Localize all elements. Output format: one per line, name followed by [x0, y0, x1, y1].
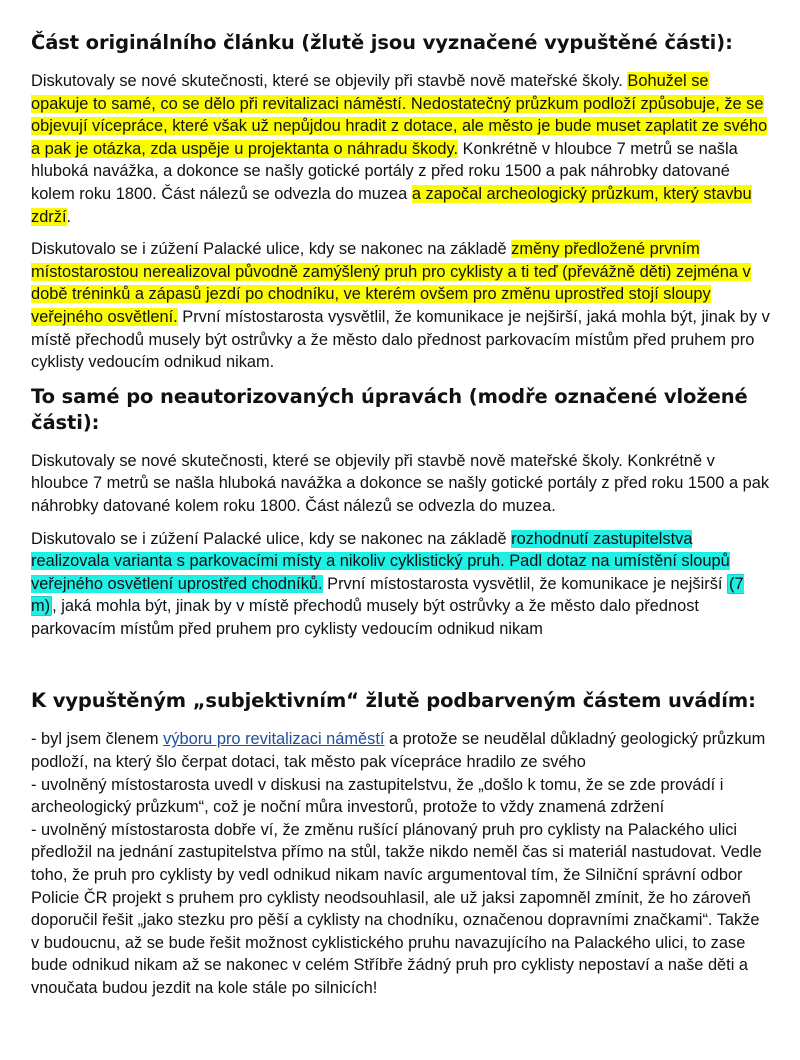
edited-paragraph-2 [31, 528, 770, 641]
text-run: První místostarosta vysvětlil, že komunikace je nejširší [322, 574, 728, 593]
response-bullet-2: - uvolněný místostarosta uvedl v diskusi na zastupitelstvu, že „došlo k tomu, že se zde provádí i archeologický průzkum“, což je noční můra investorů, protože to vždy znamená zdržení [31, 775, 724, 817]
text-run: Diskutovalo se i zúžení Palacké ulice, kdy se nakonec na základě [31, 240, 512, 259]
text-run: Konkrétně v hloubce 7 metrů se našla hluboká navážka, a dokonce se našly gotické portály z před roku 1500 a pak náhrobky datované kolem roku 1800. Část nálezů se odvezla do muzea [31, 139, 738, 203]
cyan-highlight-inserted-width: (7 m) [31, 574, 744, 616]
text-run: Diskutovalo se i zúžení Palacké ulice, kdy se nakonec na základě [31, 529, 512, 548]
text-run: a protože se neudělal důkladný geologický průzkum podloží, na který šlo čerpat dotaci, tak město pak vícepráce hradilo ze svého [31, 730, 766, 772]
original-paragraph-2 [31, 238, 770, 374]
response-bullet-3: - uvolněný místostarosta dobře ví, že změnu rušící plánovaný pruh pro cyklisty na Palackého ulici předložil na jednání zastupitelstva přímo na stůl, takže nikdo neměl čas si materiál nastudovat. Vedle toho, že pruh pro cyklisty by vedl odnikud nikam navíc argumentoval tím, že Silniční správní odbor Policie ČR projekt s pruhem pro cyklisty neodsouhlasil, ale už jaksi zapomněl zmínit, že ho zároveň doporučil řešit „jako stezku pro pěší a cyklisty na chodníku, označenou dopravními značkami“. Takže v budoucnu, až se bude řešit možnost cyklistického pruhu navazujícího na Palackého ulici, to zase bude odnikud nikam až se nakonec v celém Stříbře žádný pruh pro cyklisty nepostaví a naše děti a vnoučata budou jezdit na kole stále po silnicích! [31, 820, 762, 997]
yellow-highlight-omitted: Bohužel se opakuje to samé, co se dělo při revitalizaci náměstí. Nedostatečný průzkum podloží způsobuje, že se objevují vícepráce, které však už nepůjdou hradit z dotace, ale město je bude muset zaplatit ze svého a pak je otázka, zda uspěje u projektanta o náhradu škody. [31, 72, 768, 158]
cyan-highlight-inserted: rozhodnutí zastupitelstva realizovala varianta s parkovacími místy a nikoliv cyklistický pruh. Padl dotaz na umístění sloupů veřejného osvětlení uprostřed chodníků. [31, 529, 730, 593]
response-bullet-1 [31, 728, 770, 773]
yellow-highlight-omitted: změny předložené prvním místostarostou nerealizoval původně zamýšlený pruh pro cyklisty a ti teď (převážně děti) zejména v době tréninků a zápasů jezdí po chodníku, ve kterém ovšem pro změnu uprostřed stojí sloupy veřejného osvětlení. [31, 240, 751, 326]
edited-paragraph-1: Diskutovaly se nové skutečnosti, které se objevily při stavbě nově mateřské školy. Konkrétně v hloubce 7 metrů se našla hluboká navážka a dokonce se našly gotické portály z před roku 1500 a pak náhrobky datované kolem roku 1800. Část nálezů se odvezla do muzea. [31, 451, 770, 515]
text-run: , jaká mohla být, jinak by v místě přechodů musely být ostrůvky a že město dalo přednost parkovacím místům před pruhem pro cyklisty vedoucím odnikud nikam [31, 597, 699, 638]
response-section [31, 688, 770, 999]
text-run: - byl jsem členem [31, 730, 164, 749]
revitalization-committee-link[interactable]: výboru pro revitalizaci náměstí [163, 730, 385, 749]
section-heading-response: K vypuštěným „subjektivním“ žlutě podbarveným částem uvádím: [31, 689, 756, 713]
text-run: První místostarosta vysvětlil, že komunikace je nejširší, jaká mohla být, jinak by v místě přechodů musely být ostrůvky a že město dalo přednost parkovacím místům před pruhem pro cyklisty vedoucím odnikud nikam. [31, 307, 770, 372]
text-run: Diskutovaly se nové skutečnosti, které se objevily při stavbě nově mateřské školy. [31, 72, 628, 90]
section-heading-original: Část originálního článku (žlutě jsou vyznačené vypuštěné části): [31, 31, 733, 54]
yellow-highlight-omitted: a započal archeologický průzkum, který stavbu zdrží [31, 184, 752, 226]
edited-article-section [31, 384, 770, 641]
original-paragraph-1 [31, 70, 770, 228]
original-article-section [31, 30, 770, 374]
text-run: . [66, 207, 72, 226]
section-heading-edited: To samé po neautorizovaných úpravách (modře označené vložené části): [31, 384, 748, 434]
